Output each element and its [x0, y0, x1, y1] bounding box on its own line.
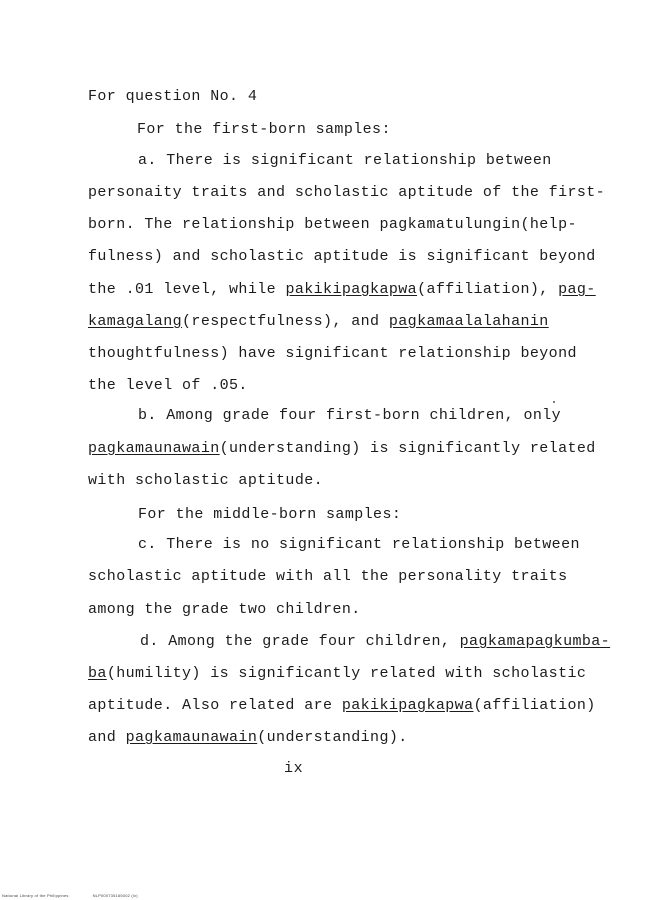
term-pagkamaunawain-2: pagkamaunawain — [125, 729, 258, 746]
para-d-line-4-rest: (understanding). — [257, 729, 408, 746]
term-pakikipagkapwa-2: pakikipagkapwa — [341, 697, 474, 714]
term-pagkamaalalahanin: pagkamaalalahanin — [388, 313, 549, 330]
para-d-line-1-text: d. Among the grade four children, — [140, 633, 460, 650]
para-d-line-3-text: aptitude. Also related are — [88, 697, 342, 714]
para-c-line-2: scholastic aptitude with all the personality traits — [88, 568, 568, 585]
term-pagkamapagkumba: pagkamapagkumba- — [459, 633, 611, 650]
para-a-line-6-mid: (respectfulness), and — [182, 313, 389, 330]
para-b-line-2-rest: (understanding) is significantly related — [219, 440, 596, 457]
para-d-line-1 — [140, 633, 610, 651]
para-c-line-1: c. There is no significant relationship between — [138, 536, 580, 553]
para-d-line-4-text: and — [88, 729, 126, 746]
para-d-line-2 — [88, 665, 586, 683]
para-a-line-5-text: the .01 level, while — [88, 281, 286, 298]
para-d-line-2-rest: (humility) is significantly related with scholastic — [106, 665, 587, 682]
term-ba: ba — [88, 665, 107, 682]
para-a-line-8: the level of .05. — [88, 377, 248, 394]
para-a-line-5-mid: (affiliation), — [417, 281, 559, 298]
para-d-line-4 — [88, 729, 408, 747]
para-a-line-4: fulness) and scholastic aptitude is significant beyond — [88, 248, 596, 265]
term-kamagalang: kamagalang — [88, 313, 183, 330]
heading-question-4: For question No. 4 — [88, 88, 258, 105]
para-a-line-2: personaity traits and scholastic aptitude of the first- — [88, 184, 606, 201]
scan-footer — [2, 893, 162, 898]
term-pakikipagkapwa: pakikipagkapwa — [285, 281, 418, 298]
para-a-line-5 — [88, 281, 596, 299]
para-a-line-1: a. There is significant relationship between — [138, 152, 552, 169]
footer-code: NLP000735165002 (ix) — [92, 893, 138, 898]
page-number: ix — [284, 760, 304, 777]
section-middle-born: For the middle-born samples: — [138, 506, 402, 523]
para-a-line-3: born. The relationship between pagkamatulungin(help- — [88, 216, 577, 233]
para-d-line-3 — [88, 697, 596, 715]
scan-speck — [553, 401, 555, 403]
para-c-line-3: among the grade two children. — [88, 601, 361, 618]
para-b-line-3: with scholastic aptitude. — [88, 472, 324, 489]
footer-library: National Library of the Philippines — [2, 893, 69, 898]
para-a-line-6 — [88, 313, 549, 331]
para-b-line-2 — [88, 440, 596, 458]
term-pag-hyphen: pag- — [558, 281, 596, 298]
term-pagkamaunawain: pagkamaunawain — [88, 440, 220, 457]
para-a-line-7: thoughtfulness) have significant relationship beyond — [88, 345, 577, 362]
section-first-born: For the first-born samples: — [137, 121, 391, 138]
para-d-line-3-rest: (affiliation) — [473, 697, 596, 714]
para-b-line-1: b. Among grade four first-born children, only — [138, 407, 562, 424]
